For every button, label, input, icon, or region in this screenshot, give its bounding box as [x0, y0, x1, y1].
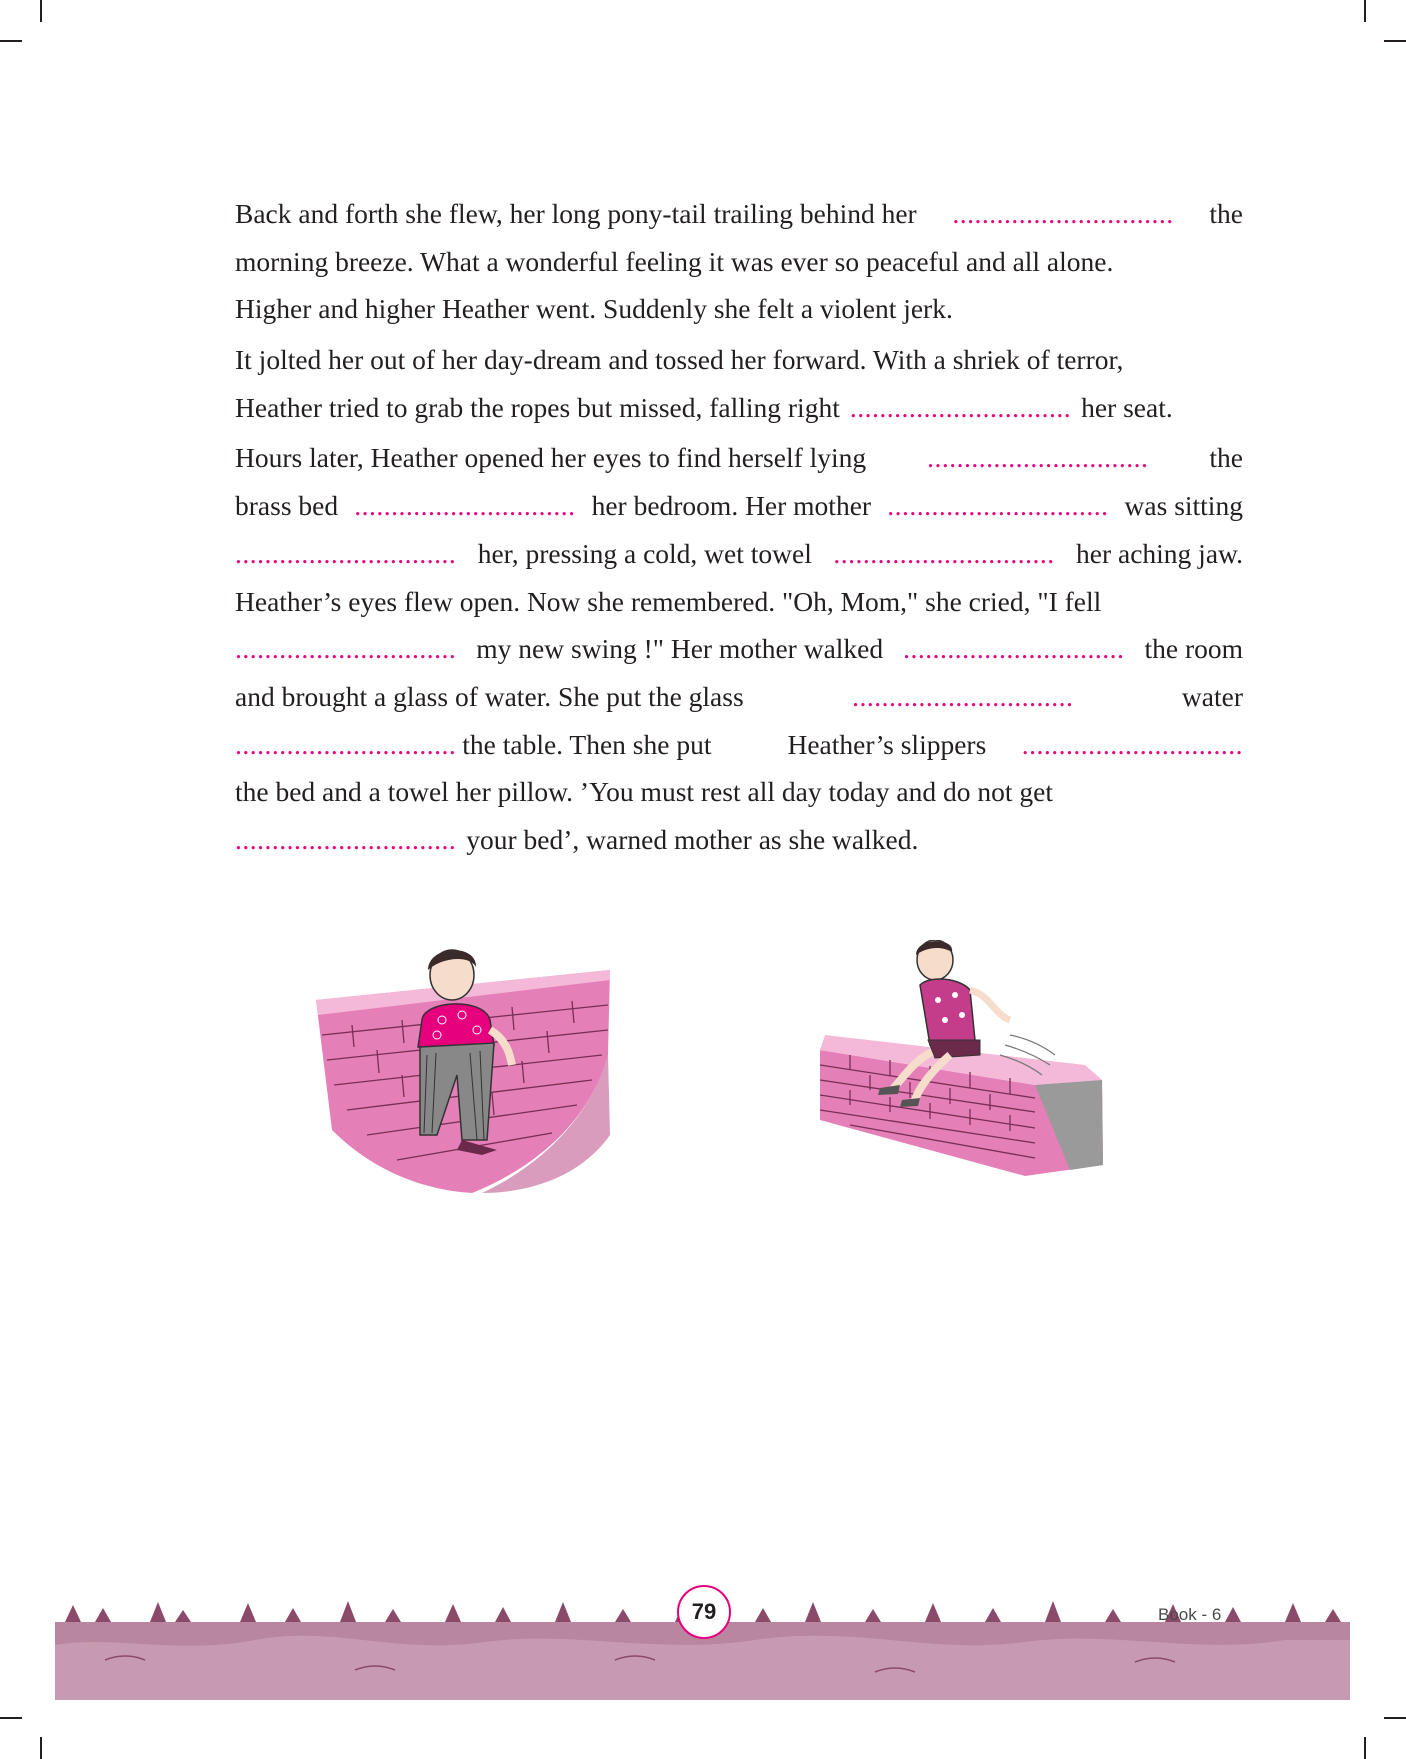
text-segment: It jolted her out of her day-dream and tossed her forward. With a shriek of terror,: [235, 344, 1124, 376]
text-segment: Hours later, Heather opened her eyes to find herself lying: [235, 442, 867, 474]
text-segment: her seat.: [1081, 391, 1173, 423]
blank: ..............................: [235, 728, 457, 760]
text-segment: the: [1209, 442, 1243, 474]
passage-line: [235, 578, 1243, 626]
passage-line: [235, 336, 1243, 384]
text-segment: her bedroom. Her mother: [591, 490, 872, 522]
crop-mark: [0, 1717, 22, 1719]
crop-mark: [1384, 1717, 1406, 1719]
blank: ..............................: [887, 490, 1109, 522]
book-label: Book - 6: [1158, 1605, 1222, 1624]
crop-mark: [0, 40, 22, 42]
blank: ..............................: [354, 490, 576, 522]
passage-line: [235, 625, 1243, 673]
text-segment: her aching jaw.: [1076, 537, 1243, 569]
text-segment: my new swing !" Her mother walked: [476, 633, 884, 665]
text-segment: the bed and a towel her pillow. ’You must rest all day today and do not get: [235, 776, 1053, 808]
blank: ..............................: [852, 680, 1074, 712]
blank: ..............................: [235, 537, 457, 569]
crop-mark: [1384, 40, 1406, 42]
crop-mark: [40, 0, 42, 22]
text-segment: your bed’, warned mother as she walked.: [466, 823, 919, 855]
text-segment: Back and forth she flew, her long pony-tail trailing behind her: [235, 198, 917, 229]
blank: ..............................: [235, 823, 457, 855]
boy-sitting-on-wall-icon: [312, 935, 612, 1195]
text-segment: water: [1181, 680, 1243, 712]
text-segment: Heather’s slippers: [787, 728, 987, 760]
text-segment: Heather tried to grab the ropes but missed, falling right: [235, 391, 840, 423]
passage-line: [235, 190, 1243, 238]
text-segment: the room: [1144, 633, 1243, 665]
blank: ..............................: [1021, 728, 1243, 760]
blank: ..............................: [952, 198, 1174, 229]
text-segment: brass bed: [235, 490, 339, 522]
passage-line: [235, 384, 1243, 432]
passage-line: [235, 285, 1243, 333]
passage: [235, 190, 1243, 864]
crop-mark: [1364, 1737, 1366, 1759]
passage-line: [235, 434, 1243, 482]
boy-jumping-over-wall-icon: [820, 940, 1120, 1180]
text-segment: was sitting: [1124, 490, 1243, 522]
blank: ..............................: [927, 442, 1149, 474]
passage-line: [235, 721, 1243, 769]
blank: ..............................: [849, 391, 1072, 423]
passage-line: [235, 482, 1243, 530]
crop-mark: [1364, 0, 1366, 22]
text-segment: Heather’s eyes flew open. Now she remembered. "Oh, Mom," she cried, "I fell: [235, 585, 1102, 617]
text-segment: morning breeze. What a wonderful feeling it was ever so peaceful and all alone.: [235, 245, 1114, 277]
passage-line: [235, 673, 1243, 721]
passage-line: [235, 238, 1243, 286]
passage-line: [235, 816, 1243, 864]
passage-line: [235, 768, 1243, 816]
text-segment: Higher and higher Heather went. Suddenly she felt a violent jerk.: [235, 293, 953, 325]
text-segment: her, pressing a cold, wet towel: [477, 537, 812, 569]
page-number: 79: [677, 1585, 731, 1639]
blank: ..............................: [903, 633, 1125, 665]
text-segment: and brought a glass of water. She put the glass: [235, 680, 744, 712]
passage-line: [235, 530, 1243, 578]
crop-mark: [40, 1737, 42, 1759]
text-segment: the table. Then she put: [462, 728, 712, 760]
blank: ..............................: [833, 537, 1055, 569]
blank: ..............................: [235, 633, 457, 665]
text-segment: the: [1209, 198, 1243, 229]
